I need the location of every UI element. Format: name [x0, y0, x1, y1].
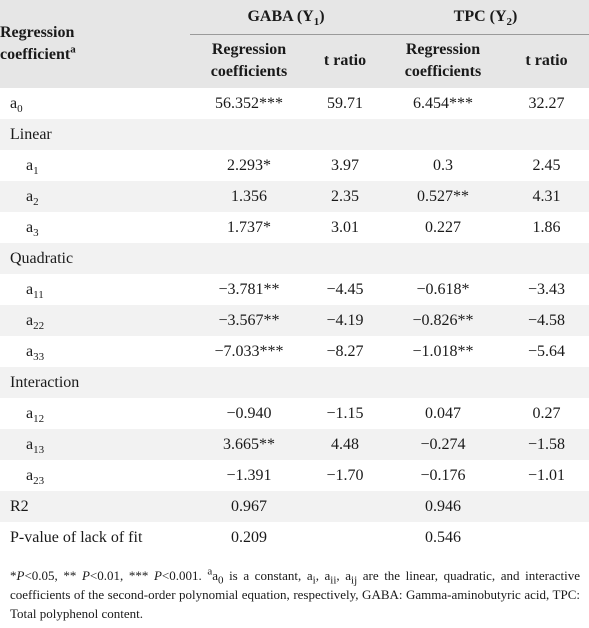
table-row — [0, 150, 589, 181]
gaba-t-ratio-cell: 2.35 — [331, 187, 359, 205]
table-body — [0, 88, 589, 553]
tpc-t-ratio-cell — [504, 243, 589, 274]
gaba-coefficient-cell — [190, 367, 308, 398]
tpc-coefficient-cell: 0.047 — [425, 404, 461, 422]
tpc-t-ratio-cell: 4.31 — [532, 187, 561, 205]
table-row — [0, 522, 589, 553]
gaba-coefficient-cell: −3.781** — [218, 280, 280, 298]
section-label: Quadratic — [10, 249, 74, 267]
gaba-coefficient-cell: 0.209 — [231, 528, 267, 546]
coefficient-label: $a_{33}$ — [26, 342, 45, 363]
table-footnote: *P<0.05, ** P<0.01, *** P<0.001. $^aa_0$ is a constant, $a_i$, $a_{ii}$, $a_{ij}$ are the linear, quadratic, and interactive coefficients of the second-order polynomial equation, respectively, GABA: Gamma-aminobutyric acid, TPC: Total polyphenol content. — [10, 565, 580, 621]
coefficient-label: $a_{11}$ — [26, 280, 44, 301]
section-row — [0, 119, 589, 150]
gaba-t-ratio-cell — [308, 243, 382, 274]
gaba-t-ratio-cell: −4.45 — [326, 280, 364, 298]
coefficient-label: $a_0$ — [10, 94, 23, 115]
header-gaba-t-ratio: t ratio — [323, 52, 367, 70]
tpc-coefficient-cell: 6.454*** — [413, 94, 473, 112]
gaba-t-ratio-cell — [308, 367, 382, 398]
gaba-coefficient-cell: 0.967 — [231, 497, 267, 515]
coefficient-label: $a_3$ — [26, 218, 39, 239]
tpc-t-ratio-cell: −5.64 — [527, 342, 566, 360]
table-header — [0, 0, 589, 88]
coefficient-label: $a_1$ — [26, 156, 39, 177]
table-row — [0, 460, 589, 491]
coefficient-label: R2 — [10, 497, 29, 515]
tpc-coefficient-cell: 0.527** — [417, 187, 469, 205]
tpc-coefficient-cell: −0.618* — [416, 280, 470, 298]
coefficient-label: $a_{12}$ — [26, 404, 45, 425]
header-tpc: TPC $(Y_2)$ — [382, 0, 589, 34]
gaba-t-ratio-cell: −4.19 — [326, 311, 364, 329]
tpc-t-ratio-cell — [504, 367, 589, 398]
tpc-t-ratio-cell: 1.86 — [532, 218, 561, 236]
tpc-t-ratio-cell: 2.45 — [532, 156, 561, 174]
tpc-t-ratio-cell: −4.58 — [527, 311, 566, 329]
gaba-coefficient-cell — [190, 119, 308, 150]
gaba-t-ratio-cell — [308, 522, 382, 553]
gaba-coefficient-cell: −3.567** — [218, 311, 280, 329]
gaba-t-ratio-cell: −1.70 — [326, 466, 364, 484]
table-row — [0, 398, 589, 429]
gaba-t-ratio-cell: −8.27 — [326, 342, 364, 360]
coefficient-label: $a_2$ — [26, 187, 39, 208]
table-row — [0, 274, 589, 305]
tpc-coefficient-cell: 0.546 — [425, 528, 461, 546]
tpc-t-ratio-cell — [504, 119, 589, 150]
table-row — [0, 429, 589, 460]
gaba-coefficient-cell: −0.940 — [226, 404, 272, 422]
tpc-t-ratio-cell: −3.43 — [527, 280, 566, 298]
gaba-t-ratio-cell: 3.01 — [331, 218, 359, 236]
tpc-t-ratio-cell — [504, 491, 589, 522]
coefficient-label: $a_{13}$ — [26, 435, 45, 456]
coefficient-label: $a_{22}$ — [26, 311, 45, 332]
tpc-coefficient-cell — [382, 119, 504, 150]
table-row — [0, 181, 589, 212]
coefficient-label: $a_{23}$ — [26, 466, 45, 487]
coefficient-label: P-value of lack of fit — [10, 528, 143, 546]
header-gaba-regression-coefficients: Regression coefficients — [210, 41, 288, 81]
tpc-coefficient-cell — [382, 367, 504, 398]
gaba-coefficient-cell: −7.033*** — [214, 342, 284, 360]
header-tpc-t-ratio: t ratio — [525, 52, 568, 70]
header-tpc-regression-coefficients: Regression coefficients — [404, 41, 482, 81]
table-row — [0, 212, 589, 243]
tpc-coefficient-cell — [382, 243, 504, 274]
gaba-coefficient-cell — [190, 243, 308, 274]
section-row — [0, 243, 589, 274]
tpc-coefficient-cell: −0.826** — [412, 311, 474, 329]
tpc-coefficient-cell: −0.176 — [420, 466, 466, 484]
tpc-t-ratio-cell: −1.58 — [527, 435, 566, 453]
tpc-t-ratio-cell: −1.01 — [527, 466, 566, 484]
header-regression-coefficient: Regression coefficient$^a$ — [0, 24, 76, 63]
section-label: Linear — [10, 125, 52, 143]
gaba-coefficient-cell: −1.391 — [226, 466, 272, 484]
gaba-coefficient-cell: 1.356 — [231, 187, 267, 205]
tpc-coefficient-cell: 0.3 — [433, 156, 453, 174]
tpc-t-ratio-cell: 32.27 — [528, 94, 565, 112]
tpc-t-ratio-cell — [504, 522, 589, 553]
gaba-coefficient-cell: 2.293* — [227, 156, 271, 174]
gaba-coefficient-cell: 1.737* — [227, 218, 271, 236]
gaba-t-ratio-cell: 3.97 — [331, 156, 359, 174]
gaba-t-ratio-cell: −1.15 — [326, 404, 364, 422]
gaba-t-ratio-cell — [308, 491, 382, 522]
section-label: Interaction — [10, 373, 80, 391]
table-row — [0, 305, 589, 336]
gaba-coefficient-cell: 56.352*** — [215, 94, 283, 112]
header-gaba: GABA $(Y_1)$ — [190, 0, 382, 34]
tpc-t-ratio-cell: 0.27 — [532, 404, 561, 422]
table-row — [0, 491, 589, 522]
table-row — [0, 88, 589, 119]
tpc-coefficient-cell: −0.274 — [420, 435, 466, 453]
tpc-coefficient-cell: 0.227 — [425, 218, 461, 236]
gaba-t-ratio-cell: 4.48 — [331, 435, 359, 453]
gaba-t-ratio-cell: 59.71 — [327, 94, 363, 112]
table-row — [0, 336, 589, 367]
gaba-coefficient-cell: 3.665** — [223, 435, 275, 453]
section-row — [0, 367, 589, 398]
tpc-coefficient-cell: 0.946 — [425, 497, 461, 515]
gaba-t-ratio-cell — [308, 119, 382, 150]
tpc-coefficient-cell: −1.018** — [412, 342, 474, 360]
